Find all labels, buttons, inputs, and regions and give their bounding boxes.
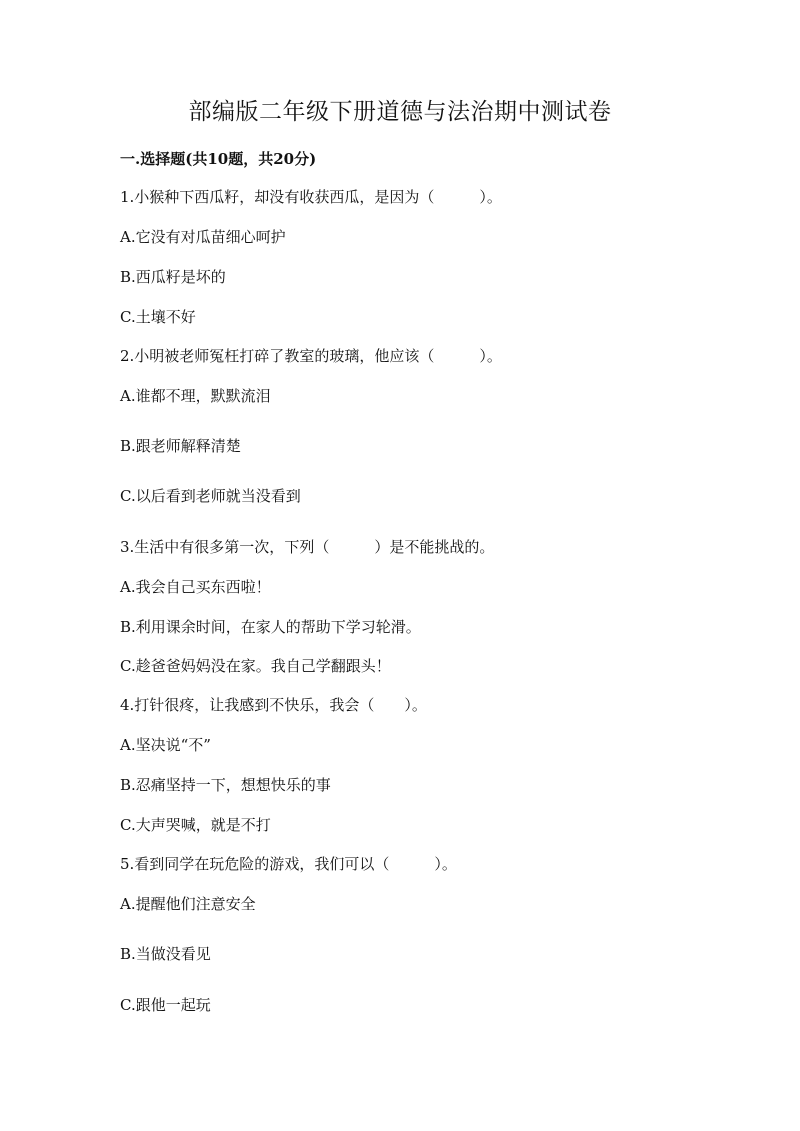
question-5-option-a: A.提醒他们注意安全 xyxy=(120,895,256,913)
question-3-option-a: A.我会自己买东西啦！ xyxy=(120,578,271,596)
question-2-stem: 2.小明被老师冤枉打碎了教室的玻璃，他应该（ ）。 xyxy=(120,347,502,365)
question-4-option-c: C.大声哭喊，就是不打 xyxy=(120,816,271,834)
question-3-option-b: B.利用课余时间，在家人的帮助下学习轮滑。 xyxy=(120,618,421,636)
question-1-option-c: C.土壤不好 xyxy=(120,308,196,326)
question-3-stem: 3.生活中有很多第一次，下列（ ）是不能挑战的。 xyxy=(120,538,495,556)
question-2-option-b: B.跟老师解释清楚 xyxy=(120,437,241,455)
question-3-option-c: C.趁爸爸妈妈没在家。我自己学翻跟头！ xyxy=(120,657,391,675)
question-5-option-c: C.跟他一起玩 xyxy=(120,996,211,1014)
section-heading: 一.选择题(共10题，共20分) xyxy=(120,150,317,168)
page-title: 部编版二年级下册道德与法治期中测试卷 xyxy=(188,99,612,125)
question-2-option-a: A.谁都不理，默默流泪 xyxy=(120,387,271,405)
question-4-option-a: A.坚决说“不” xyxy=(120,736,211,754)
question-4-option-b: B.忍痛坚持一下，想想快乐的事 xyxy=(120,776,331,794)
question-1-stem: 1.小猴种下西瓜籽，却没有收获西瓜，是因为（ ）。 xyxy=(120,188,502,206)
question-5-stem: 5.看到同学在玩危险的游戏，我们可以（ ）。 xyxy=(120,855,457,873)
question-1-option-b: B.西瓜籽是坏的 xyxy=(120,268,226,286)
question-5-option-b: B.当做没看见 xyxy=(120,945,211,963)
question-1-option-a: A.它没有对瓜苗细心呵护 xyxy=(120,228,286,246)
question-4-stem: 4.打针很疼，让我感到不快乐，我会（ ）。 xyxy=(120,696,427,714)
question-2-option-c: C.以后看到老师就当没看到 xyxy=(120,487,301,505)
